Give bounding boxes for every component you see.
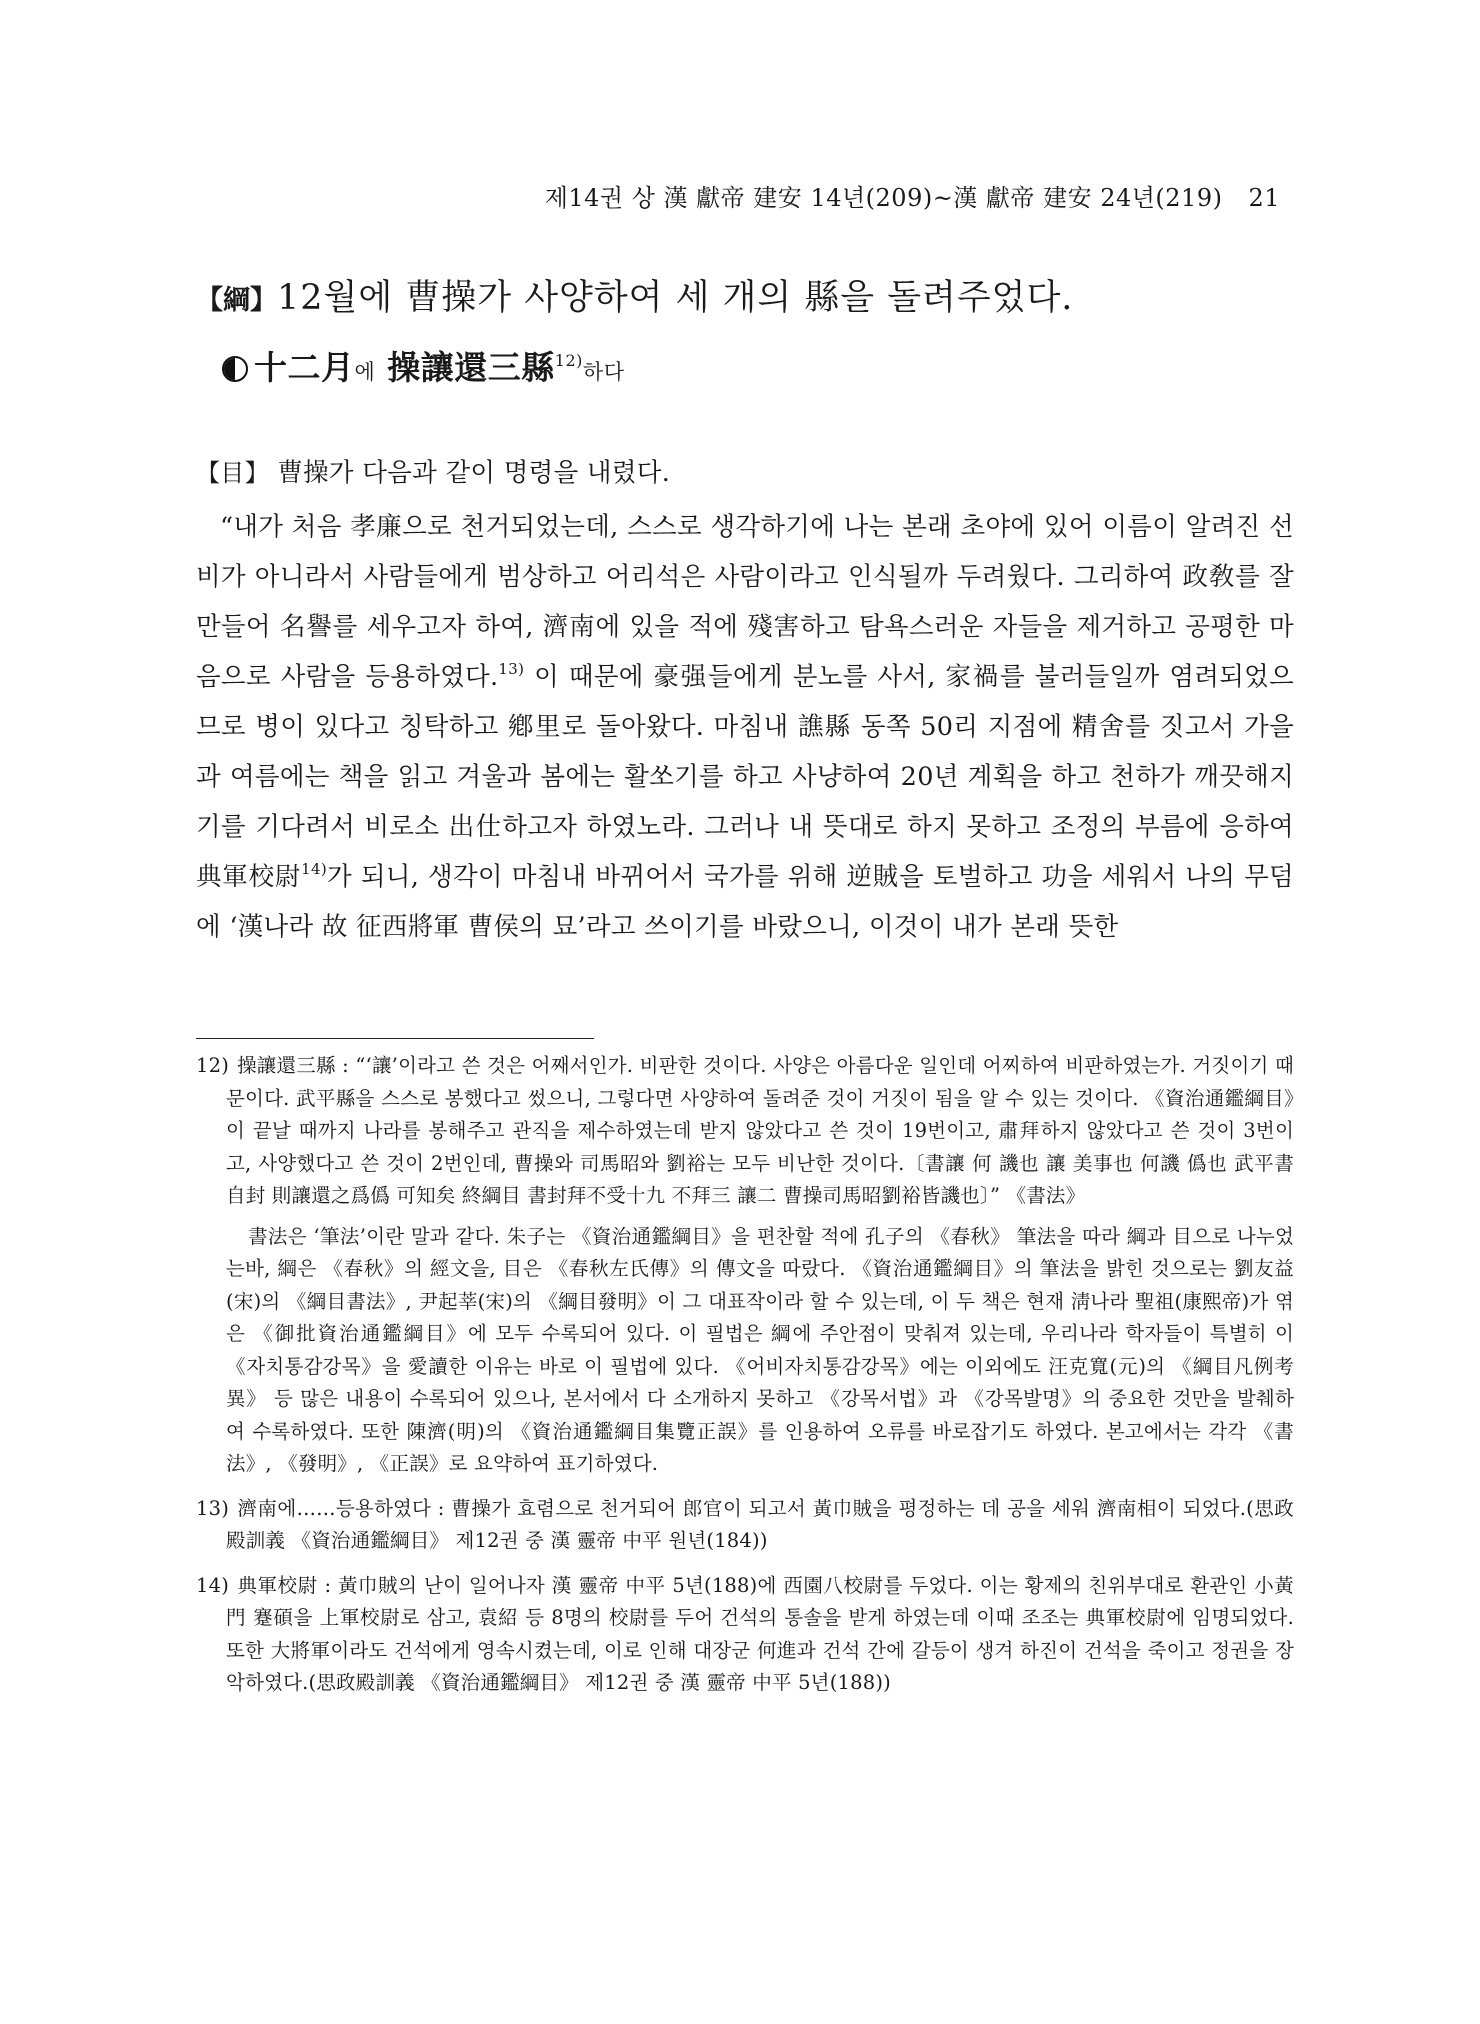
- page-number: 21: [1248, 184, 1280, 212]
- original-main: 十二月: [254, 348, 355, 387]
- footnote-ref-13[interactable]: 13): [498, 660, 525, 678]
- commentary-body: [196, 502, 1294, 952]
- footnote-text: 操讓還三縣 : “‘讓’이라고 쓴 것은 어째서인가. 비판한 것이다. 사양은 아름다운 일인데 어찌하여 비판하였는가. 거짓이기 때문이다. 武平縣을 스스로 봉했다고 썼으니, 그렇다면 사양하여 돌려준 것이 거짓이 됨을 알 수 있는 것이다. 《資治通鑑綱目》이 끝날 때까지 나라를 봉해주고 관직을 제수하였는데 받지 않았다고 쓴 것이 19번이고, 肅拜하지 않았다고 쓴 것이 3번이고, 사양했다고 쓴 것이 2번인데, 曹操와 司馬昭와 劉裕는 모두 비난한 것이다.〔書讓 何 譏也 讓 美事也 何譏 僞也 武平書自封 則讓還之爲僞 可知矣 終綱目 書封拜不受十九 不拜三 讓二 曹操司馬昭劉裕皆譏也〕” 《書法》: [226, 1054, 1294, 1207]
- footnote-number: 14): [196, 1573, 230, 1597]
- original-particle-2: 하다: [582, 360, 625, 384]
- footnote-ref-14[interactable]: 14): [301, 860, 328, 878]
- original-text-line: [222, 342, 624, 389]
- original-main-2: 操讓還三縣: [387, 348, 555, 387]
- mu-label: [196, 448, 1294, 498]
- footnote-number: 12): [196, 1054, 230, 1077]
- footnote-13: [196, 1493, 1294, 1558]
- footnotes: [196, 1050, 1294, 1712]
- body-part-2: 이 때문에 豪强들에게 분노를 사서, 家禍를 불러들일까 염려되었으므로 병이 있다고 칭탁하고 鄕里로 돌아왔다. 마침내 譙縣 동쪽 50리 지점에 精舍를 짓고서 가을과 여름에는 책을 읽고 겨울과 봄에는 활쏘기를 하고 사냥하여 20년 계획을 하고 천하가 깨끗해지기를 기다려서 비로소 出仕하고자 하였노라. 그러나 내 뜻대로 하지 못하고 조정의 부름에 응하여 典軍校尉: [196, 662, 1294, 892]
- gang-text: 12월에 曹操가 사양하여 세 개의 縣을 돌려주었다.: [277, 278, 1074, 318]
- running-head-title: 제14권 상 漢 獻帝 建安 14년(209)~漢 獻帝 建安 24년(219): [544, 184, 1223, 212]
- body-part-3: 가 되니, 생각이 마침내 바뀌어서 국가를 위해 逆賊을 토벌하고 功을 세워서 나의 무덤에 ‘漢나라 故 征西將軍 曹侯의 묘’라고 쓰이기를 바랐으니, 이것이 내가 본래 뜻한: [196, 862, 1294, 942]
- mu-mark: 【目】: [196, 459, 269, 487]
- running-head: [545, 178, 1280, 213]
- footnote-14: [196, 1570, 1294, 1700]
- footnote-12: [196, 1050, 1294, 1213]
- footnote-text: 濟南에……등용하였다 : 曹操가 효렴으로 천거되어 郎官이 되고서 黃巾賊을 평정하는 데 공을 세워 濟南相이 되었다.(思政殿訓義 《資治通鑑綱目》 제12권 중 漢 靈帝 中平 원년(184)): [226, 1496, 1294, 1552]
- body-part-1: “내가 처음 孝廉으로 천거되었는데, 스스로 생각하기에 나는 본래 초야에 있어 이름이 알려진 선비가 아니라서 사람들에게 범상하고 어리석은 사람이라고 인식될까 두려웠다. 그리하여 政敎를 잘 만들어 名譽를 세우고자 하여, 濟南에 있을 적에 殘害하고 탐욕스러운 자들을 제거하고 공평한 마음으로 사람을 등용하였다.: [196, 512, 1294, 692]
- gang-heading: [196, 270, 1296, 320]
- footnote-divider: [196, 1038, 594, 1039]
- footnote-12-continuation: 書法은 ‘筆法’이란 말과 같다. 朱子는 《資治通鑑綱目》을 편찬할 적에 孔子의 《春秋》 筆法을 따라 綱과 目으로 나누었는바, 綱은 《春秋》의 經文을, 目은 《春秋左氏傳》의 傳文을 따랐다. 《資治通鑑綱目》의 筆法을 밝힌 것으로는 劉友益(宋)의 《綱目書法》, 尹起莘(宋)의 《綱目發明》이 그 대표작이라 할 수 있는데, 이 두 책은 현재 淸나라 聖祖(康熙帝)가 엮은 《御批資治通鑑綱目》에 모두 수록되어 있다. 이 필법은 綱에 주안점이 맞춰져 있는데, 우리나라 학자들이 특별히 이 《자치통감강목》을 愛讀한 이유는 바로 이 필법에 있다. 《어비자치통감강목》에는 이외에도 汪克寬(元)의 《綱目凡例考異》 등 많은 내용이 수록되어 있으나, 본서에서 다 소개하지 못하고 《강목서법》과 《강목발명》의 중요한 것만을 발췌하여 수록하였다. 또한 陳濟(明)의 《資治通鑑綱目集覽正誤》를 인용하여 오류를 바로잡기도 하였다. 본고에서는 각각 《書法》, 《發明》, 《正誤》로 요약하여 표기하였다.: [226, 1224, 1294, 1475]
- mu-label-text: 曹操가 다음과 같이 명령을 내렸다.: [277, 458, 671, 488]
- commentary-section: [196, 448, 1294, 952]
- gang-mark: 【綱】: [196, 285, 277, 316]
- footnote-ref-12[interactable]: 12): [554, 351, 583, 370]
- footnote-number: 13): [196, 1496, 230, 1520]
- half-circle-icon: [222, 356, 248, 382]
- original-particle-1: 에: [354, 360, 376, 384]
- footnote-text: 典軍校尉 : 黃巾賊의 난이 일어나자 漢 靈帝 中平 5년(188)에 西園八校尉를 두었다. 이는 황제의 친위부대로 환관인 小黃門 蹇碩을 上軍校尉로 삼고, 袁紹 등 8명의 校尉를 두어 건석의 통솔을 받게 하였는데 이때 조조는 典軍校尉에 임명되었다. 또한 大將軍이라도 건석에게 영속시켰는데, 이로 인해 대장군 何進과 건석 간에 갈등이 생겨 하진이 건석을 죽이고 정권을 장악하였다.(思政殿訓義 《資治通鑑綱目》 제12권 중 漢 靈帝 中平 5년(188)): [226, 1573, 1294, 1694]
